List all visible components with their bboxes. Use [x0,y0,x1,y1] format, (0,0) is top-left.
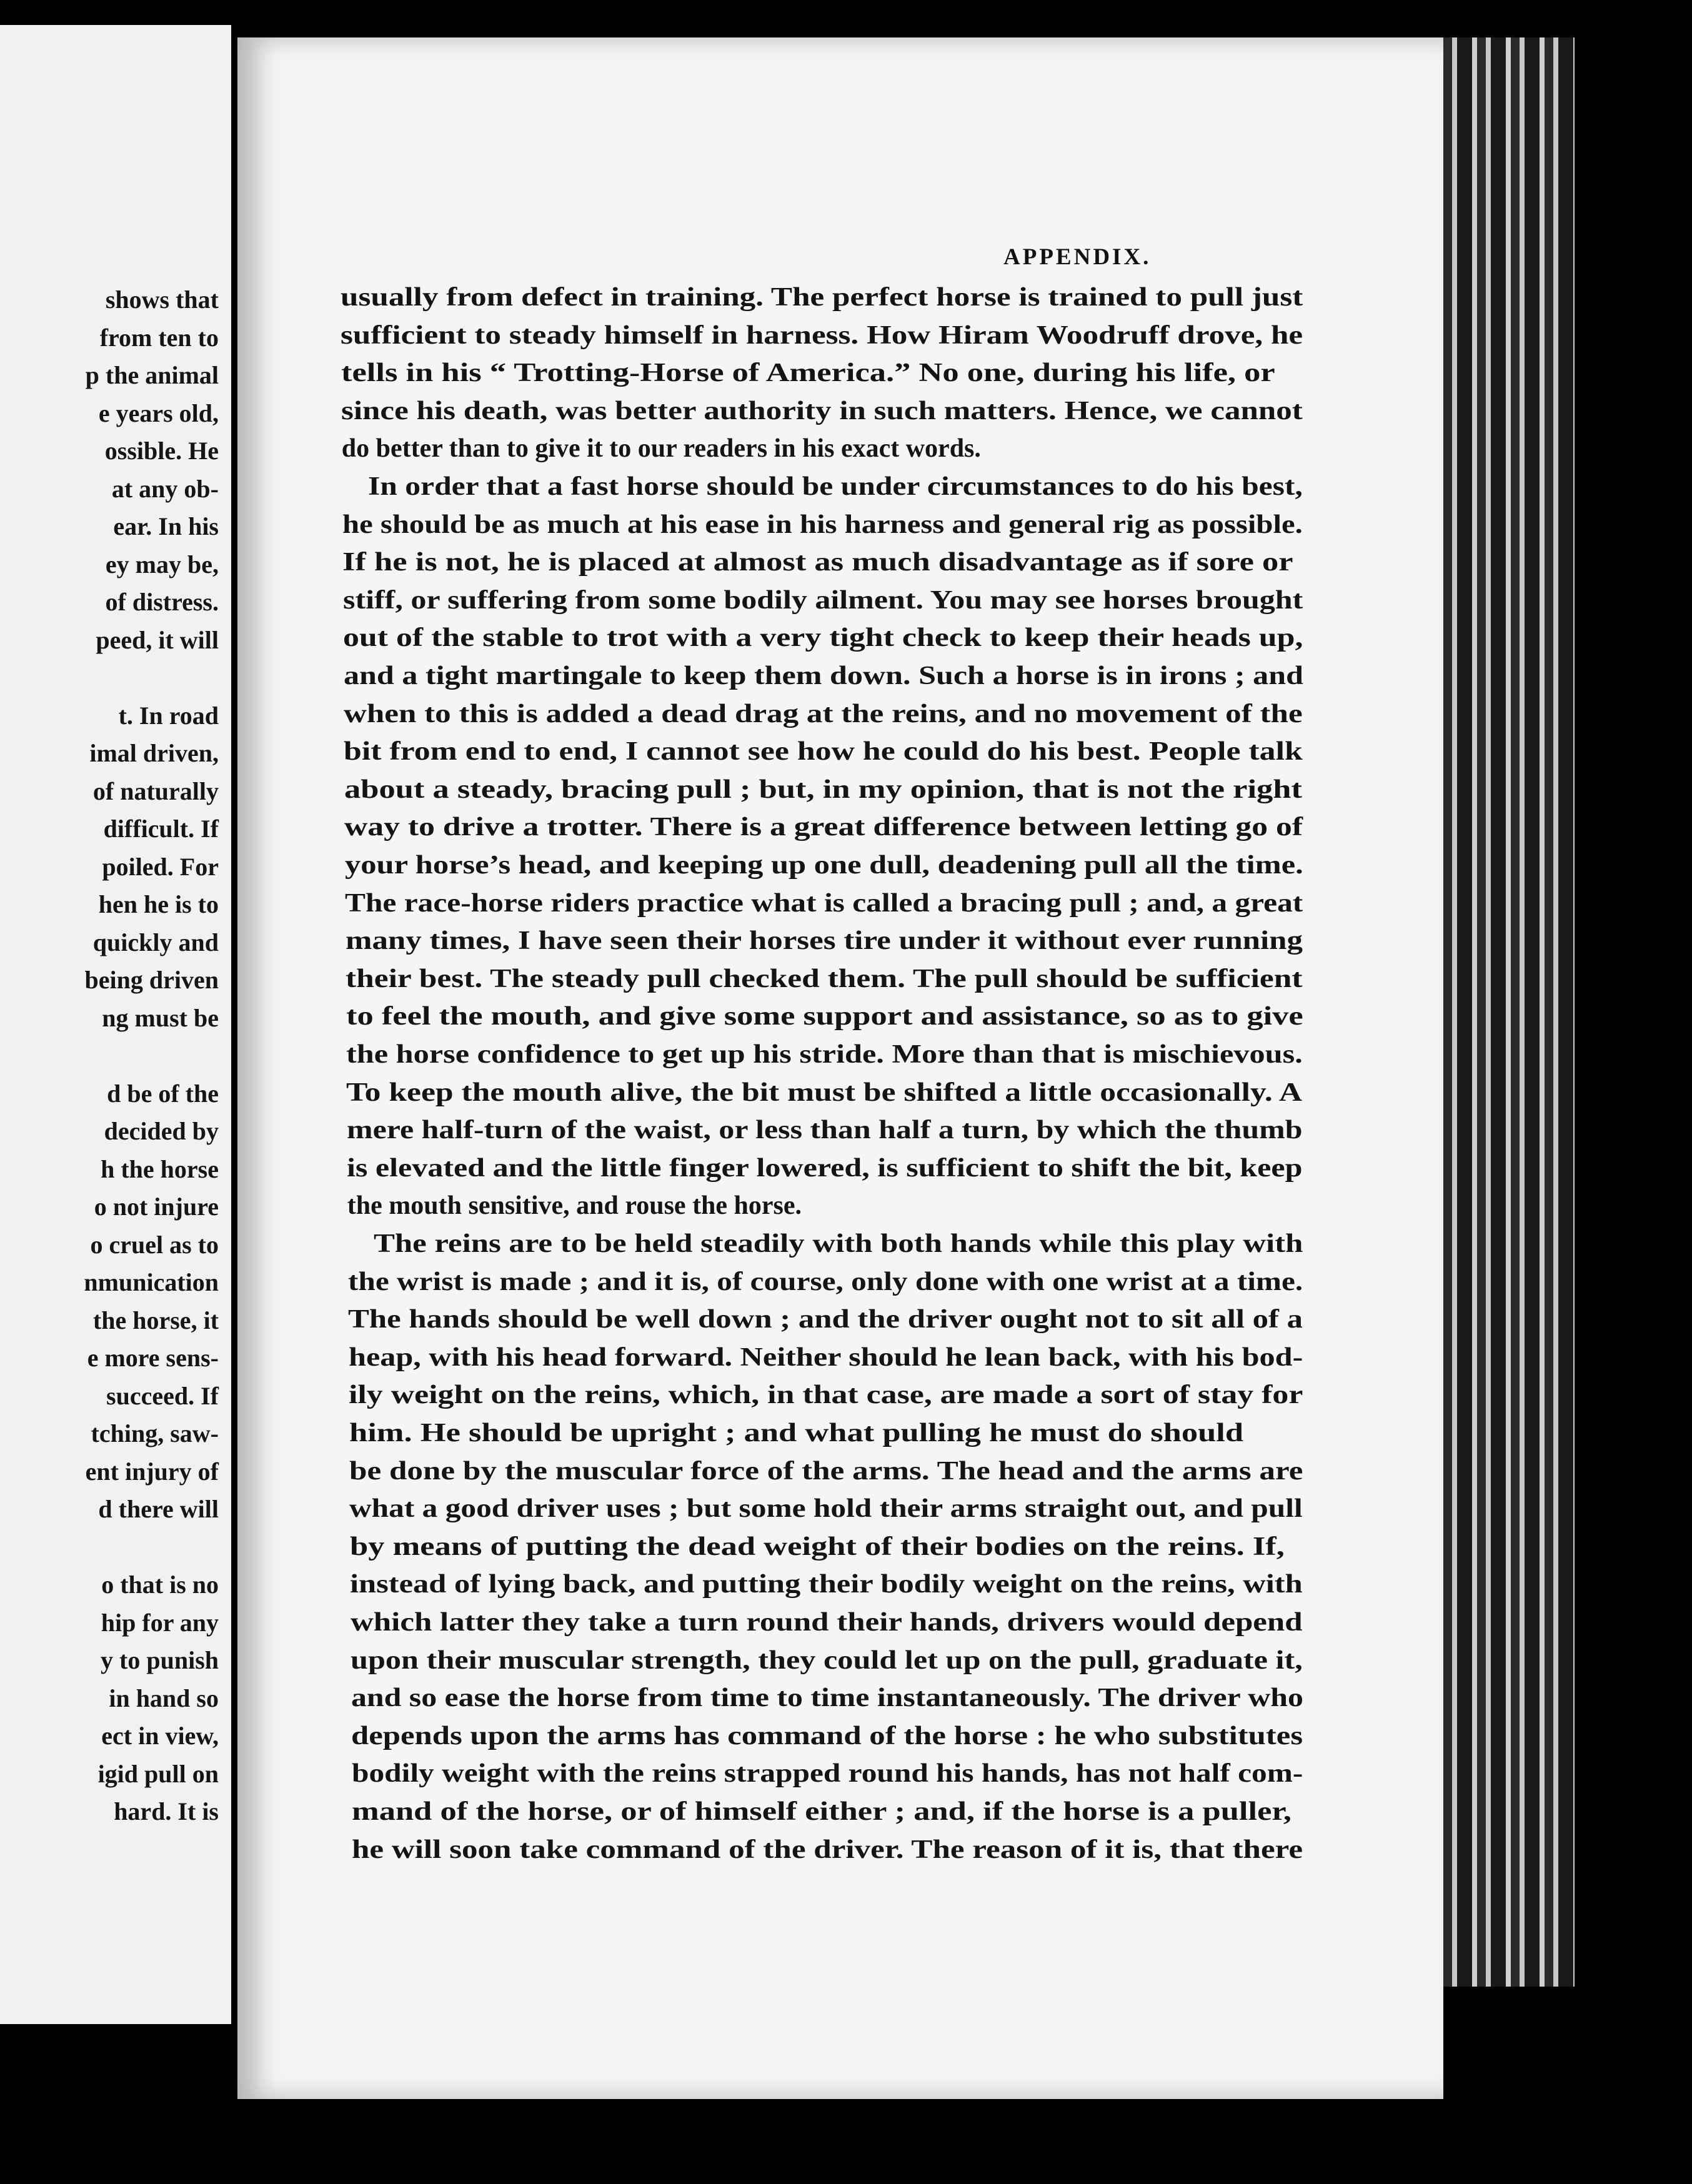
body-line: To keep the mouth alive, the bit must be shifted a little occasionally. A [346,1078,1303,1107]
left-page-line: peed, it will [96,625,219,654]
body-line: what a good driver uses ; but some hold their arms straight out, and pull [349,1494,1303,1524]
body-line: about a steady, bracing pull ; but, in my opinion, that is not the right [344,775,1302,804]
left-page-line: imal driven, [89,739,219,767]
body-line: mere half-turn of the waist, or less than half a turn, by which the thumb [346,1116,1303,1145]
body-line: the mouth sensitive, and rouse the horse. [347,1191,802,1221]
left-page-line: succeed. If [106,1381,219,1410]
left-page-line: y to punish [101,1646,219,1674]
left-page-line: in hand so [109,1684,219,1712]
left-page-line: p the animal [85,361,219,389]
body-line: he should be as much at his ease in his harness and general rig as possible. [342,510,1303,539]
body-line: is elevated and the little finger lowered, is sufficient to shift the bit, keep [347,1153,1303,1183]
left-page-line: t. In road [118,701,219,730]
body-line: he will soon take command of the driver. The reason of it is, that there [352,1835,1303,1864]
left-page-line: ey may be, [105,550,219,578]
body-line: be done by the muscular force of the arms. The head and the arms are [349,1456,1303,1486]
left-page-line: hard. It is [114,1797,219,1825]
body-line: by means of putting the dead weight of their bodies on the reins. If, [349,1532,1285,1561]
body-line: The race-horse riders practice what is called a bracing pull ; and, a great [345,888,1303,918]
body-line: The reins are to be held steadily with both hands while this play with [374,1229,1303,1258]
body-line: The hands should be well down ; and the driver ought not to sit all of a [348,1305,1303,1334]
book-page [237,37,1443,2099]
body-line: upon their muscular strength, they could let up on the pull, graduate it, [351,1645,1303,1675]
left-page-line: the horse, it [92,1306,219,1334]
body-line: the wrist is made ; and it is, of course, only done with one wrist at a time. [347,1267,1303,1296]
left-page-fragment [0,25,231,2024]
left-page-line: ossible. He [104,437,219,465]
body-line: tells in his “ Trotting-Horse of America.” No one, during his life, or [341,359,1275,388]
body-line: him. He should be upright ; and what pulling he must do should [349,1419,1243,1447]
left-page-line: hen he is to [98,890,219,918]
body-line: If he is not, he is placed at almost as much disadvantage as if sore or [342,548,1293,577]
body-line: since his death, was better authority in such matters. Hence, we cannot [341,396,1303,425]
body-line: way to drive a trotter. There is a great difference between letting go of [344,813,1303,842]
left-page-line: decided by [104,1117,219,1145]
body-line: and so ease the horse from time to time instantaneously. The driver who [351,1684,1303,1713]
running-header-title: APPENDIX. [1003,244,1152,270]
body-line: when to this is added a dead drag at the reins, and no movement of the [343,699,1303,728]
left-page-line: ent injury of [85,1457,219,1486]
left-page-line: poiled. For [102,852,219,881]
body-line: usually from defect in training. The perfect horse is trained to pull just [341,283,1303,312]
left-page-line: at any ob- [111,474,219,503]
left-page-line: h the horse [101,1154,219,1183]
left-page-line: ng must be [102,1003,219,1032]
left-page-line: being driven [84,966,219,994]
left-page-line: difficult. If [103,815,219,843]
body-line: to feel the mouth, and give some support and assistance, so as to give [346,1002,1303,1031]
body-line: many times, I have seen their horses tire under it without ever running [345,926,1303,956]
body-line: and a tight martingale to keep them down. Such a horse is in irons ; and [343,662,1303,690]
left-page-line: of naturally [92,777,219,805]
left-page-line: tching, saw- [91,1419,219,1447]
body-line: stiff, or suffering from some bodily ailment. You may see horses brought [342,585,1303,615]
left-page-line: quickly and [92,928,219,956]
left-page-line: o not injure [94,1193,219,1221]
body-line: bodily weight with the reins strapped round his hands, has not half com- [351,1759,1303,1789]
left-page-line: ect in view, [101,1722,219,1750]
body-line: In order that a fast horse should be under circumstances to do his best, [368,472,1303,501]
left-page-line: from ten to [99,323,219,352]
body-line: instead of lying back, and putting their bodily weight on the reins, with [350,1570,1303,1599]
page-edges [1443,37,1575,1987]
left-page-line: d be of the [107,1079,219,1108]
left-page-line: ear. In his [113,512,219,540]
body-line: your horse’s head, and keeping up one dull, deadening pull all the time. [344,851,1303,880]
left-page-line: hip for any [101,1608,219,1637]
left-page-line: o cruel as to [90,1230,219,1259]
body-line: mand of the horse, or of himself either ; and, if the horse is a puller, [352,1797,1292,1826]
body-line: their best. The steady pull checked them. The pull should be sufficient [346,964,1303,993]
body-line: ily weight on the reins, which, in that case, are made a sort of stay for [349,1381,1303,1410]
body-line: which latter they take a turn round their hands, drivers would depend [350,1608,1303,1637]
left-page-line: d there will [98,1495,219,1523]
left-page-line: e more sens- [87,1344,219,1372]
left-page-line: of distress. [105,588,219,616]
left-page-line: nmunication [84,1268,219,1296]
left-page-line: o that is no [101,1571,219,1599]
body-line: sufficient to steady himself in harness. How Hiram Woodruff drove, he [341,320,1303,350]
body-line: do better than to give it to our readers in his exact words. [341,434,981,464]
body-line: out of the stable to trot with a very tight check to keep their heads up, [343,623,1303,653]
body-line: depends upon the arms has command of the horse : he who substitutes [351,1721,1303,1750]
body-line: heap, with his head forward. Neither should he lean back, with his bod- [348,1343,1303,1372]
left-page-line: shows that [105,285,219,314]
body-line: the horse confidence to get up his stride. More than that is mischievous. [346,1040,1303,1069]
body-line: bit from end to end, I cannot see how he could do his best. People talk [344,737,1303,767]
left-page-line: e years old, [98,399,219,427]
left-page-line: igid pull on [97,1759,219,1788]
